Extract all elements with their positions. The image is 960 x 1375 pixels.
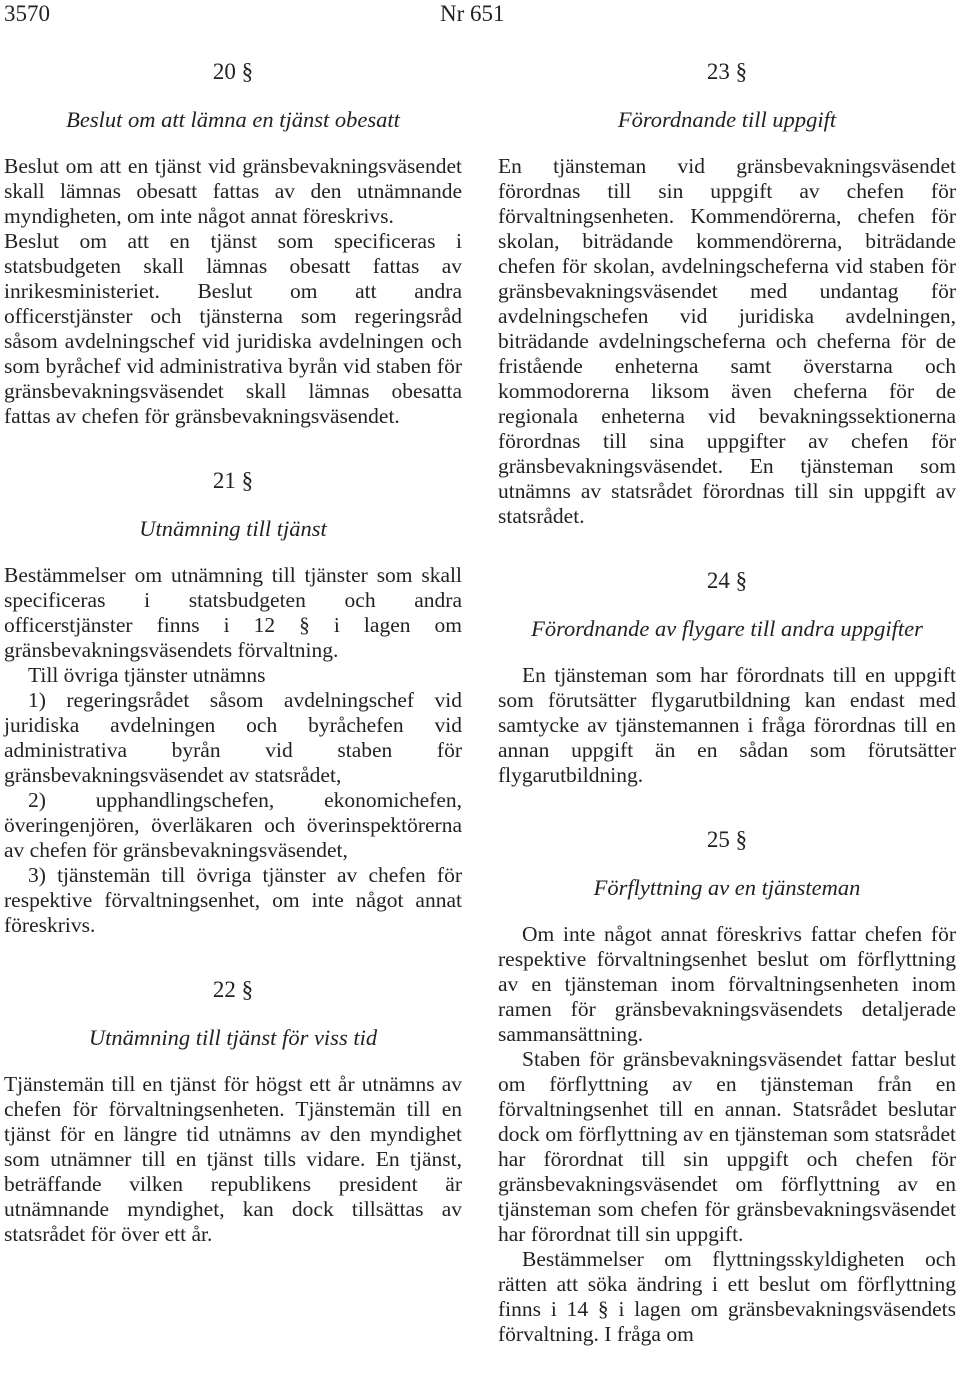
section-number: 23 § — [706, 59, 748, 84]
paragraph: Beslut om att en tjänst som specificeras i statsbudgeten skall lämnas obesatt fattas av inrikesministeriet. Beslut om att andra officerstjänster och tjänsterna som regeringsråd såsom avdelningschef vid juridiska avdelningen och som byråchef vid administrativa byrån vid staben för gränsbevakningsväsendet skall lämnas obesatta fattas av chefen för gränsbevakningsväsendet. — [4, 229, 462, 428]
list-item: 3) tjänstemän till övriga tjänster av chefen för respektive förvaltningsenhet, om inte något annat föreskrivs. — [4, 863, 462, 937]
paragraph: Bestämmelser om utnämning till tjänster som skall specificeras i statsbudgeten och andra officerstjänster finns i 12 § i lagen om gränsbevakningsväsendets förvaltning. — [4, 563, 462, 662]
right-column — [498, 58, 956, 1347]
list-item: 1) regeringsrådet såsom avdelningschef vid juridiska avdelningen och byråchefen vid administrativa byrån vid staben för gränsbevakningsväsendet av statsrådet, — [4, 688, 462, 787]
paragraph: Till övriga tjänster utnämns — [28, 663, 266, 687]
spacer — [498, 529, 956, 567]
page-header — [0, 0, 960, 30]
section-22 — [4, 976, 462, 1247]
paragraph: Staben för gränsbevakningsväsendet fattar beslut om förflyttning av en tjänsteman från en förvaltningsenhet till en annan. Statsrådet beslutar dock om förflyttning av en tjänsteman som statsrådet har förordnat till sin uppgift och chefen för gränsbevakningsväsendet om förflyttning av en tjänsteman som chefen för gränsbevakningsväsendet har förordnat till sin uppgift. — [498, 1047, 956, 1246]
section-heading: Utnämning till tjänst för viss tid — [88, 1025, 378, 1050]
section-24 — [498, 567, 956, 788]
section-heading: Beslut om att lämna en tjänst obesatt — [66, 107, 400, 132]
section-number: 21 § — [212, 468, 254, 493]
section-21 — [4, 467, 462, 938]
paragraph: Om inte något annat föreskrivs fattar chefen för respektive förvaltningsenhet beslut om förflyttning av en tjänsteman inom förvaltningsenheten inom ramen för gränsbevakningsväsendets detaljerade sammansättning. — [498, 922, 956, 1046]
spacer — [4, 429, 462, 467]
section-20 — [4, 58, 462, 429]
paragraph: Beslut om att en tjänst vid gränsbevakningsväsendet skall lämnas obesatt fattas av den utnämnande myndigheten, om inte något annat föreskrivs. — [4, 154, 462, 228]
paragraph: Bestämmelser om flyttningsskyldigheten och rätten att söka ändring i ett beslut om förflyttning finns i 14 § i lagen om gränsbevakningsväsendets förvaltning. I fråga om — [498, 1247, 956, 1346]
paragraph: En tjänsteman vid gränsbevakningsväsendet förordnas till sin uppgift av chefen för förvaltningsenheten. Kommendörerna, chefen för skolan, biträdande kommendörerna, biträdande chefen för skolan, avdelningscheferna vid staben för gränsbevakningsväsendet med undantag för avdelningschefen vid juridiska avdelningen, biträdande avdelningscheferna och cheferna för de fristående enheterna samt överstarna och kommodorerna liksom även cheferna för de regionala enheterna vid bevakningssektionerna förordnas till sina uppgifter av chefen för gränsbevakningsväsendet. En tjänsteman som utnämns av statsrådet förordnas till sin uppgift av statsrådet. — [498, 154, 956, 528]
left-column — [4, 58, 462, 1247]
section-number: 25 § — [706, 827, 748, 852]
section-heading: Förordnande av flygare till andra uppgifter — [531, 616, 923, 641]
document-number: Nr 651 — [440, 1, 505, 26]
list-item: 2) upphandlingschefen, ekonomichefen, överingenjören, överläkaren och överinspektörerna av chefen för gränsbevakningsväsendet, — [4, 788, 462, 862]
spacer — [498, 788, 956, 826]
section-23 — [498, 58, 956, 529]
section-heading: Förordnande till uppgift — [617, 107, 837, 132]
section-heading: Förflyttning av en tjänsteman — [593, 875, 861, 900]
paragraph: En tjänsteman som har förordnats till en uppgift som förutsätter flygarutbildning kan endast med samtycke av tjänstemannen i fråga förordnas till en annan uppgift än en sådan som förutsätter flygarutbildning. — [498, 663, 956, 787]
section-25 — [498, 826, 956, 1347]
section-heading: Utnämning till tjänst — [139, 516, 327, 541]
spacer — [4, 938, 462, 976]
section-number: 24 § — [706, 568, 748, 593]
section-number: 22 § — [212, 977, 254, 1002]
page-number: 3570 — [4, 1, 50, 26]
section-number: 20 § — [212, 59, 254, 84]
paragraph: Tjänstemän till en tjänst för högst ett år utnämns av chefen för förvaltningsenheten. Tjänstemän till en tjänst för en längre tid utnämns av den myndighet som utnämner till en tjänst tills vidare. En tjänst, beträffande vilken republikens president är utnämnande myndighet, kan dock tillsättas av statsrådet för över ett år. — [4, 1072, 462, 1246]
